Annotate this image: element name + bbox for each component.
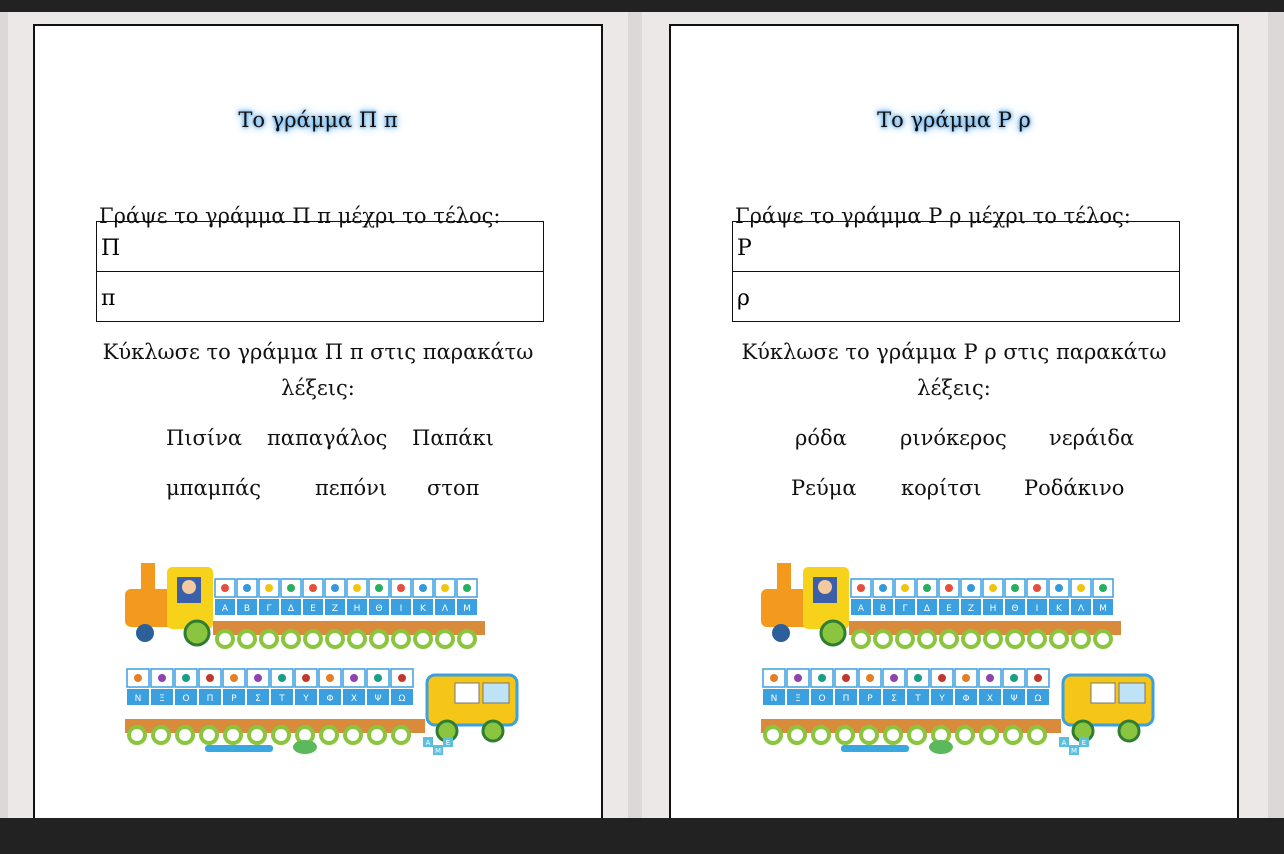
picture-dot <box>1077 584 1085 592</box>
letter-label: Ε <box>946 604 952 614</box>
letter-label: Φ <box>326 694 334 704</box>
picture-dot <box>770 674 778 682</box>
letter-label: Υ <box>939 694 945 704</box>
picture-dot <box>375 584 383 592</box>
letter-label: Τ <box>915 694 921 704</box>
picture-dot <box>901 584 909 592</box>
picture-dot <box>221 584 229 592</box>
circle-instruction: Κύκλωσε το γράμμα Π π στις παρακάτω <box>102 340 534 364</box>
letter-label: Θ <box>375 604 383 614</box>
picture-dot <box>1034 674 1042 682</box>
marker-pen <box>205 745 273 752</box>
car-wheel <box>909 727 925 743</box>
letter-label: Χ <box>986 694 994 704</box>
picture-dot <box>309 584 317 592</box>
car-wheel <box>981 727 997 743</box>
letter-label: Σ <box>891 694 897 704</box>
car-wheel <box>217 631 233 647</box>
picture-dot <box>1010 674 1018 682</box>
word-item[interactable]: Πισίνα <box>166 426 243 450</box>
left-margin <box>0 12 8 818</box>
letter-label: Β <box>879 604 887 614</box>
car-wheel <box>283 631 299 647</box>
letter-label: Υ <box>303 694 309 704</box>
letter-label: Ρ <box>231 694 237 704</box>
right-margin <box>1268 12 1284 818</box>
word-item[interactable]: μπαμπάς <box>166 476 262 500</box>
letter-label: Α <box>221 604 229 614</box>
picture-dot <box>331 584 339 592</box>
car-wheel <box>393 631 409 647</box>
car-wheel <box>1007 631 1023 647</box>
picture-dot <box>278 674 286 682</box>
page-title: Το γράμμα Π π <box>238 108 398 132</box>
letter-label: Ζ <box>967 604 975 614</box>
car-wheel <box>273 727 289 743</box>
word-item[interactable]: Παπάκι <box>412 426 494 450</box>
car-wheel <box>1073 631 1089 647</box>
car-wheel <box>919 631 935 647</box>
picture-dot <box>1033 584 1041 592</box>
picture-dot <box>134 674 142 682</box>
picture-dot <box>1099 584 1107 592</box>
letter-label: Ι <box>1035 604 1039 614</box>
writing-row-upper[interactable]: Ρ <box>733 222 1179 272</box>
writing-row-upper[interactable]: Π <box>97 222 543 272</box>
car-wheel <box>1029 727 1045 743</box>
picture-dot <box>398 674 406 682</box>
top-bar <box>0 0 1284 12</box>
car-wheel <box>345 727 361 743</box>
car-wheel <box>261 631 277 647</box>
car-wheel <box>371 631 387 647</box>
car-wheel <box>897 631 913 647</box>
writing-row-lower[interactable]: π <box>101 286 116 311</box>
letter-label: Α <box>857 604 865 614</box>
car-wheel <box>1029 631 1045 647</box>
letter-label: Θ <box>1011 604 1019 614</box>
block-label: Α <box>1061 739 1067 747</box>
worksheet-page-pi <box>33 24 603 824</box>
picture-dot <box>866 674 874 682</box>
bus-window <box>1091 683 1115 703</box>
picture-dot <box>1011 584 1019 592</box>
picture-dot <box>1055 584 1063 592</box>
picture-dot <box>914 674 922 682</box>
letter-label: Φ <box>962 694 970 704</box>
car-wheel <box>437 631 453 647</box>
block-label: Ε <box>445 739 451 747</box>
picture-dot <box>302 674 310 682</box>
picture-dot <box>923 584 931 592</box>
picture-dot <box>374 674 382 682</box>
letter-label: Κ <box>1056 604 1062 614</box>
car-wheel <box>1051 631 1067 647</box>
word-item[interactable]: στοπ <box>427 476 480 500</box>
car-wheel <box>765 727 781 743</box>
letter-label: Γ <box>266 604 272 614</box>
letter-label: Η <box>989 604 997 614</box>
letter-label: Ο <box>182 694 190 704</box>
picture-dot <box>842 674 850 682</box>
marker-pen <box>841 745 909 752</box>
car-wheel <box>305 631 321 647</box>
engine-wheel <box>185 621 209 645</box>
circle-instruction-cont: λέξεις: <box>281 376 355 400</box>
engine-wheel <box>772 624 790 642</box>
picture-dot <box>353 584 361 592</box>
letter-label: Λ <box>1077 604 1085 614</box>
picture-dot <box>967 584 975 592</box>
word-item[interactable]: ρινόκερος <box>900 426 1007 450</box>
car-wheel <box>129 727 145 743</box>
letter-label: Ν <box>770 694 778 704</box>
bus-window <box>1119 683 1145 703</box>
letter-label: Ω <box>398 694 406 704</box>
letter-label: Ε <box>310 604 316 614</box>
letter-label: Σ <box>255 694 261 704</box>
car-wheel <box>861 727 877 743</box>
car-wheel <box>327 631 343 647</box>
letter-label: Ψ <box>1010 694 1018 704</box>
bus-window <box>483 683 509 703</box>
block-label: Α <box>425 739 431 747</box>
word-item[interactable]: Ροδάκινο <box>1024 476 1125 500</box>
engine-chimney <box>141 563 155 589</box>
car-wheel <box>813 727 829 743</box>
car-wheel <box>415 631 431 647</box>
bus-window <box>455 683 479 703</box>
letter-label: Δ <box>287 604 295 614</box>
letter-label: Π <box>206 694 214 704</box>
word-item[interactable]: νεράιδα <box>1049 426 1135 450</box>
bus-wheel <box>483 721 503 741</box>
picture-dot <box>890 674 898 682</box>
car-wheel <box>349 631 365 647</box>
picture-dot <box>419 584 427 592</box>
picture-dot <box>265 584 273 592</box>
letter-label: Δ <box>923 604 931 614</box>
car-wheel <box>853 631 869 647</box>
bottom-bar <box>0 818 1284 854</box>
car-wheel <box>1095 631 1111 647</box>
letter-label: Ξ <box>795 694 801 704</box>
picture-dot <box>230 674 238 682</box>
word-item[interactable]: παπαγάλος <box>267 426 388 450</box>
letter-label: Τ <box>279 694 285 704</box>
word-item[interactable]: ρόδα <box>795 426 847 450</box>
car-wheel <box>985 631 1001 647</box>
alphabet-train-illustration <box>123 559 523 759</box>
letter-label: Ρ <box>867 694 873 704</box>
letter-label: Λ <box>441 604 449 614</box>
circle-instruction-cont: λέξεις: <box>917 376 991 400</box>
driver-face <box>182 580 196 594</box>
picture-dot <box>254 674 262 682</box>
picture-dot <box>962 674 970 682</box>
picture-dot <box>794 674 802 682</box>
write-instruction: Γράψε το γράμμα Π π μέχρι το τέλος: <box>99 204 501 228</box>
car-wheel <box>1005 727 1021 743</box>
picture-dot <box>182 674 190 682</box>
picture-dot <box>989 584 997 592</box>
car-wheel <box>941 631 957 647</box>
car-wheel <box>963 631 979 647</box>
marker-cap <box>929 740 953 754</box>
picture-dot <box>397 584 405 592</box>
circle-instruction: Κύκλωσε το γράμμα Ρ ρ στις παρακάτω <box>741 340 1167 364</box>
word-item[interactable]: κορίτσι <box>901 476 982 500</box>
alphabet-train-illustration <box>759 559 1159 759</box>
picture-dot <box>945 584 953 592</box>
letter-label: Ι <box>399 604 403 614</box>
letter-label: Μ <box>463 604 471 614</box>
picture-dot <box>287 584 295 592</box>
engine-wheel <box>136 624 154 642</box>
car-wheel <box>225 727 241 743</box>
car-wheel <box>957 727 973 743</box>
bus-wheel <box>1119 721 1139 741</box>
letter-label: Γ <box>902 604 908 614</box>
picture-dot <box>158 674 166 682</box>
driver-face <box>818 580 832 594</box>
worksheet-page-rho <box>669 24 1239 824</box>
picture-dot <box>857 584 865 592</box>
picture-dot <box>938 674 946 682</box>
letter-label: Η <box>353 604 361 614</box>
picture-dot <box>986 674 994 682</box>
car-wheel <box>321 727 337 743</box>
car-wheel <box>249 727 265 743</box>
marker-cap <box>293 740 317 754</box>
car-wheel <box>459 631 475 647</box>
letter-label: Ζ <box>331 604 339 614</box>
page-gap <box>628 12 642 818</box>
letter-label: Ν <box>134 694 142 704</box>
letter-label: Ω <box>1034 694 1042 704</box>
car-wheel <box>201 727 217 743</box>
car-wheel <box>393 727 409 743</box>
picture-dot <box>441 584 449 592</box>
car-wheel <box>885 727 901 743</box>
letter-label: Μ <box>1099 604 1107 614</box>
picture-dot <box>350 674 358 682</box>
writing-table <box>732 221 1180 322</box>
car-wheel <box>875 631 891 647</box>
car-wheel <box>369 727 385 743</box>
word-item[interactable]: Ρεύμα <box>791 476 857 500</box>
car-wheel <box>837 727 853 743</box>
letter-label: Κ <box>420 604 426 614</box>
car-wheel <box>153 727 169 743</box>
car-wheel <box>239 631 255 647</box>
writing-row-lower[interactable]: ρ <box>737 286 750 311</box>
car-wheel <box>177 727 193 743</box>
letter-label: Ο <box>818 694 826 704</box>
block-label: Ε <box>1081 739 1087 747</box>
car-wheel <box>789 727 805 743</box>
page-title: Το γράμμα Ρ ρ <box>877 108 1031 132</box>
picture-dot <box>463 584 471 592</box>
letter-label: Π <box>842 694 850 704</box>
letter-label: Ψ <box>374 694 382 704</box>
writing-table <box>96 221 544 322</box>
write-instruction: Γράψε το γράμμα Ρ ρ μέχρι το τέλος: <box>735 204 1131 228</box>
letter-label: Β <box>243 604 251 614</box>
block-label: Μ <box>434 747 442 755</box>
word-item[interactable]: πεπόνι <box>315 476 388 500</box>
picture-dot <box>326 674 334 682</box>
picture-dot <box>879 584 887 592</box>
block-label: Μ <box>1070 747 1078 755</box>
picture-dot <box>243 584 251 592</box>
letter-label: Χ <box>350 694 358 704</box>
picture-dot <box>206 674 214 682</box>
picture-dot <box>818 674 826 682</box>
engine-chimney <box>777 563 791 589</box>
letter-label: Ξ <box>159 694 165 704</box>
engine-wheel <box>821 621 845 645</box>
